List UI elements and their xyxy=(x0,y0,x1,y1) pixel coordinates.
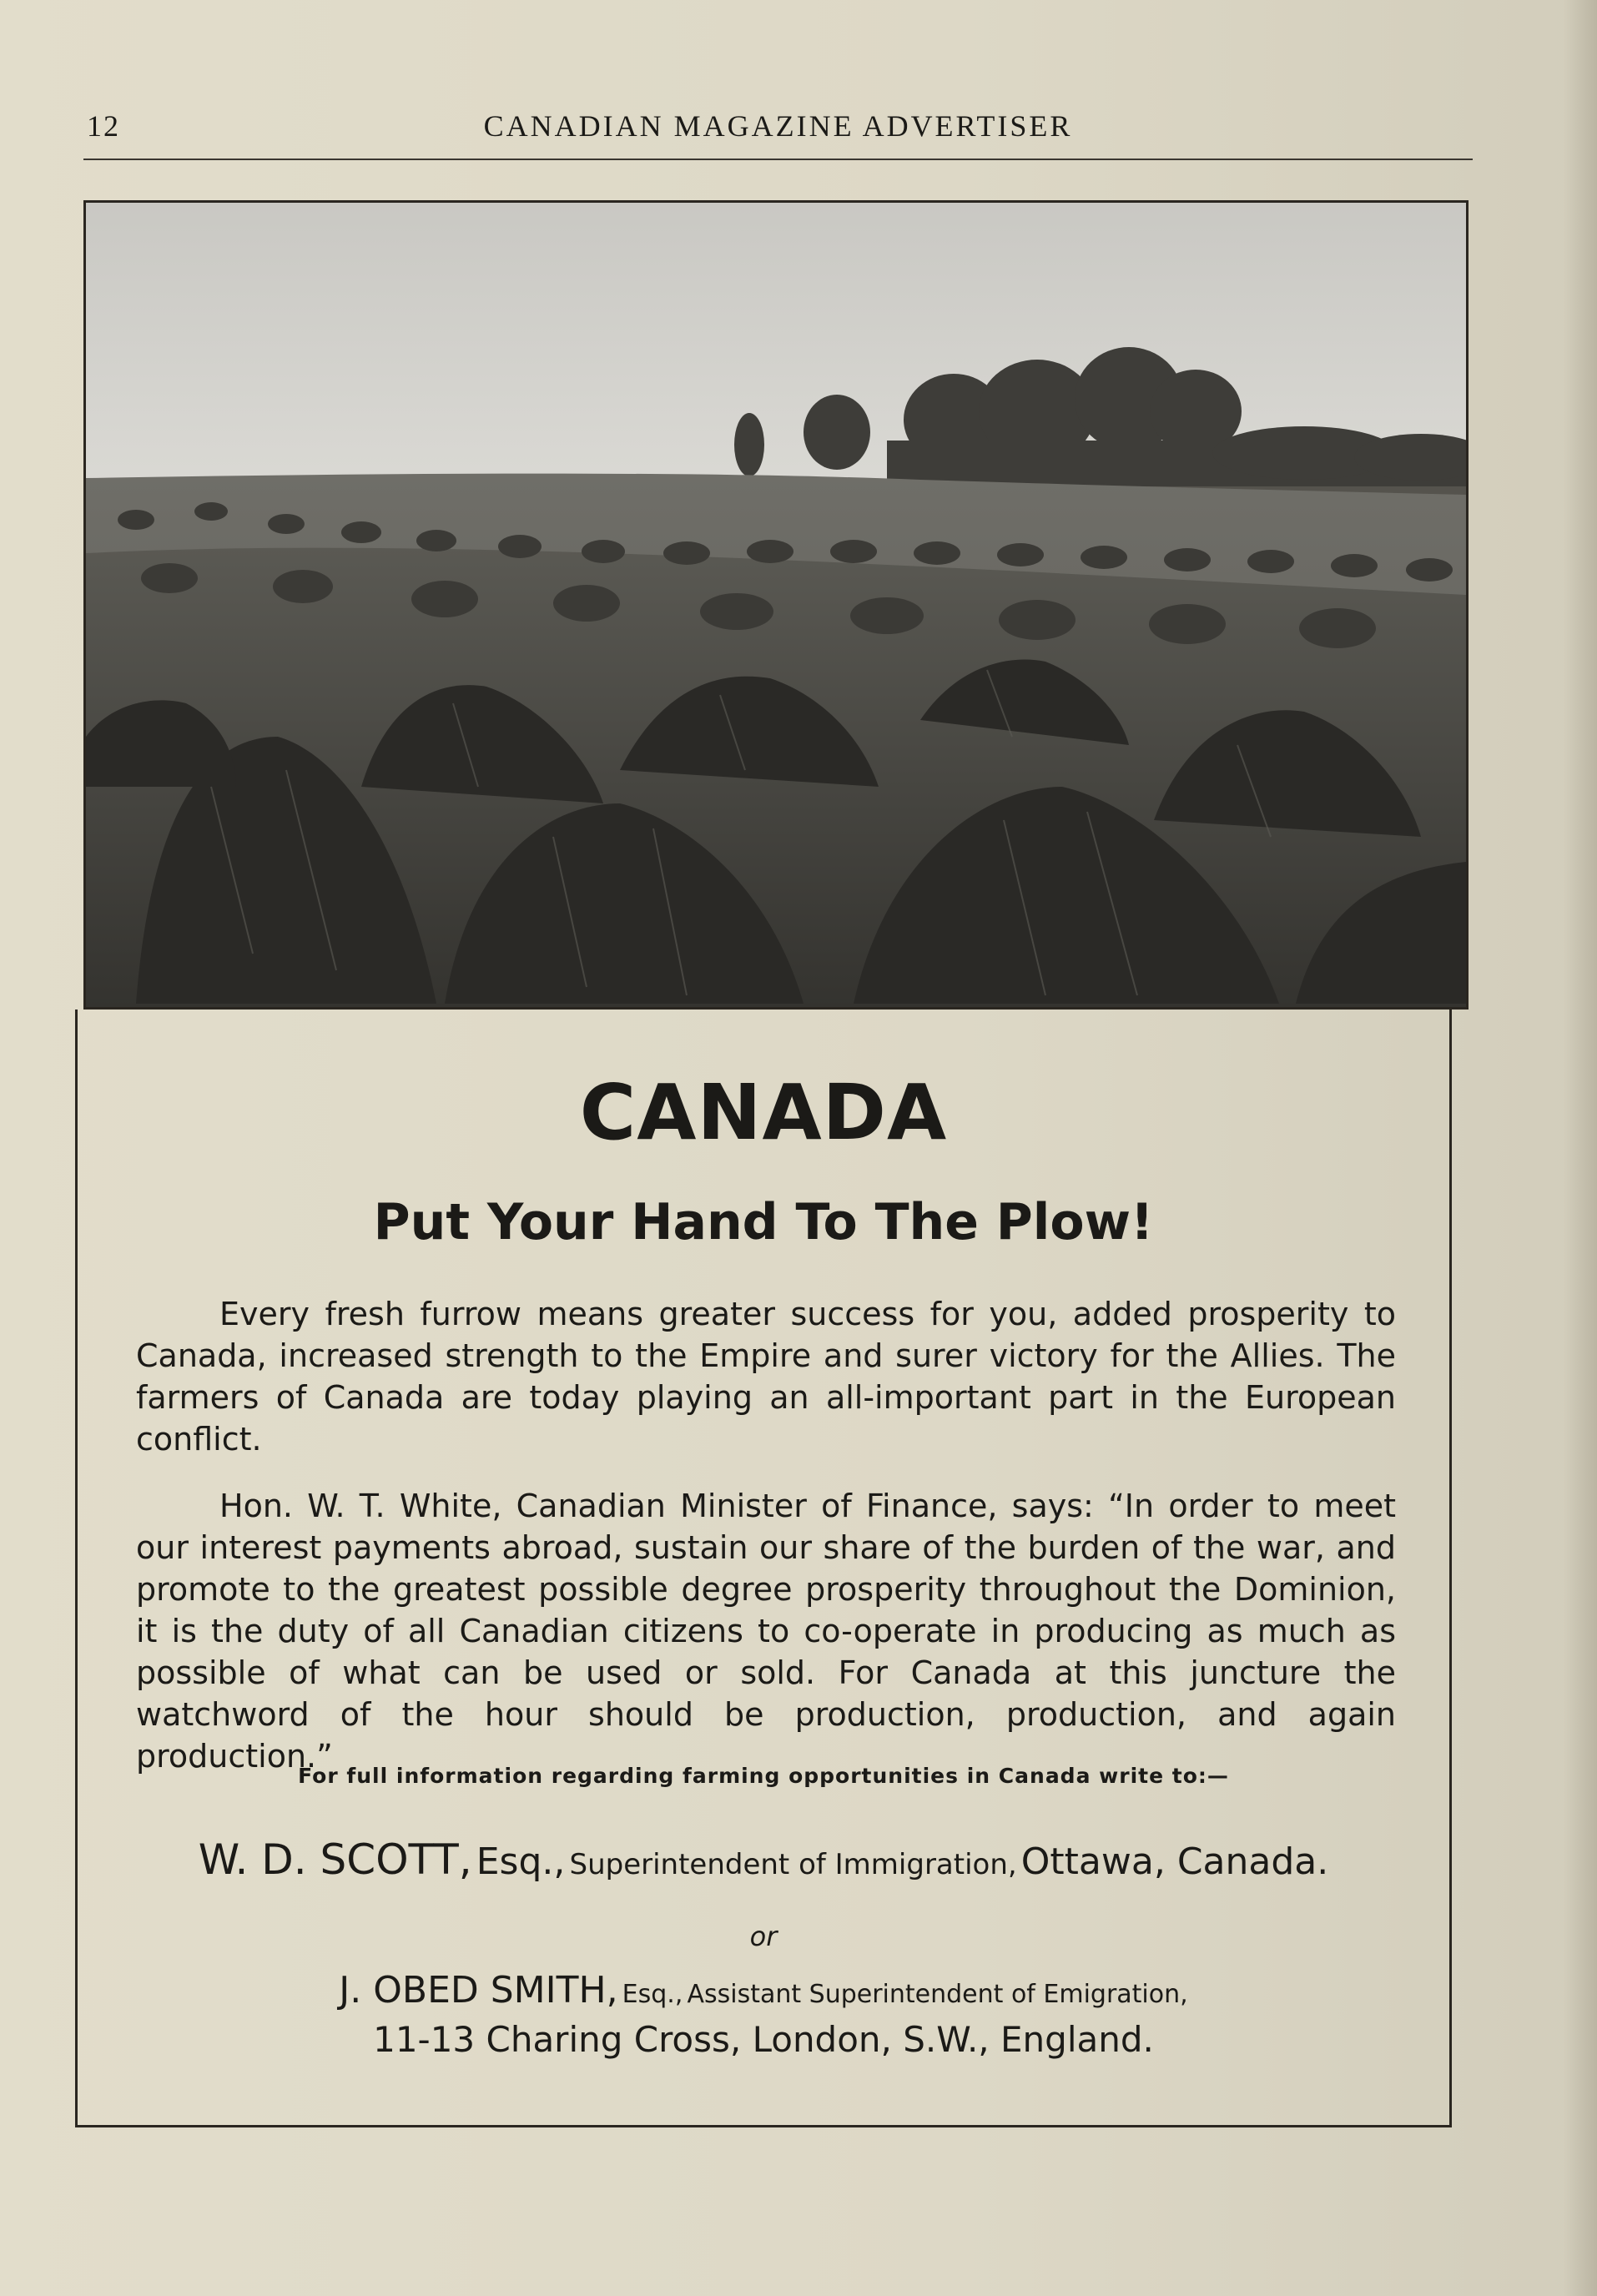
page-number: 12 xyxy=(87,109,120,143)
paragraph-1: Every fresh furrow means greater success for you, added prosperity to Canada, increased strength to the Empire and surer victory for the Allies. The farmers of Canada are today playing an all-important part in the European conflict. xyxy=(136,1296,1396,1458)
page-edge-shadow xyxy=(1564,0,1597,2296)
contact-scott-honorific: Esq., xyxy=(476,1840,566,1883)
contact-smith xyxy=(78,1969,1449,2012)
running-head xyxy=(83,108,1473,150)
contact-scott-title: Superintendent of Immigration, xyxy=(569,1848,1017,1881)
contact-scott xyxy=(78,1835,1449,1884)
subheadline: Put Your Hand To The Plow! xyxy=(373,1193,1154,1251)
paragraph-2: Hon. W. T. White, Canadian Minister of Finance, says: “In order to meet our interest payments abroad, sustain our share of the burden of the war, and promote to the greatest possible degree prosperity throughout the Dominion, it is the duty of all Canadian citizens to co-operate in producing as much as possible of what can be used or sold. For Canada at this juncture the watchword of the hour should be production, production, and again production.” xyxy=(136,1488,1396,1775)
journal-title: CANADIAN MAGAZINE ADVERTISER xyxy=(483,109,1073,143)
info-line: For full information regarding farming opportunities in Canada write to:— xyxy=(298,1764,1229,1788)
contact-smith-title: Assistant Superintendent of Emigration, xyxy=(687,1980,1188,2009)
advertisement-box xyxy=(75,1010,1452,2127)
contact-scott-name: W. D. SCOTT, xyxy=(198,1835,472,1884)
contact-scott-location: Ottawa, Canada. xyxy=(1020,1840,1329,1883)
field-with-grain-stooks-icon xyxy=(83,200,1469,1010)
header-rule xyxy=(83,159,1473,160)
contact-smith-honorific: Esq., xyxy=(622,1980,683,2009)
or-separator: or xyxy=(749,1921,778,1952)
headline: CANADA xyxy=(579,1068,948,1157)
contact-smith-address: 11-13 Charing Cross, London, S.W., England. xyxy=(373,2019,1154,2060)
contact-smith-name: J. OBED SMITH, xyxy=(339,1969,618,2012)
